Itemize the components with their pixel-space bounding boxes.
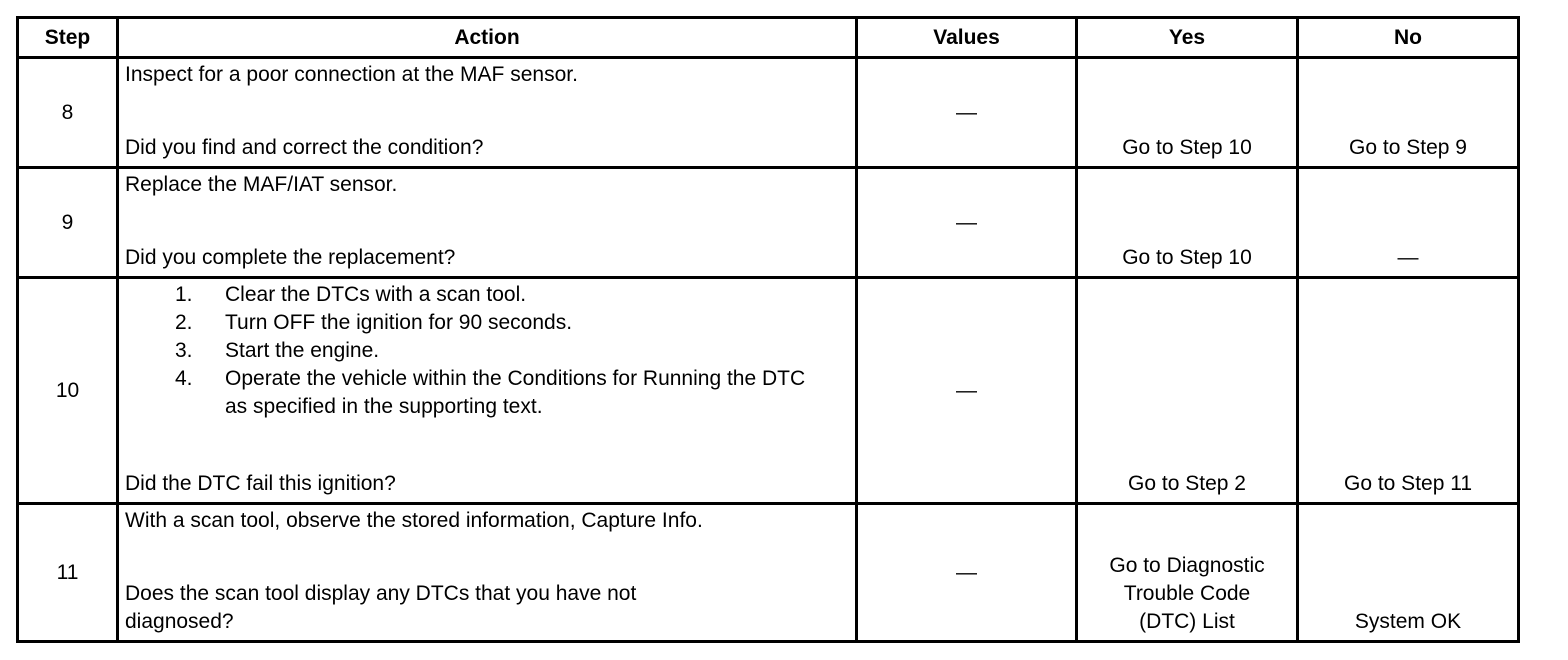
- action-cell: [118, 504, 857, 642]
- action-cell: [118, 168, 857, 278]
- yes-cell: Go to Step 10: [1077, 58, 1298, 168]
- list-item-number: 4.: [175, 367, 193, 390]
- list-item-text: Clear the DTCs with a scan tool.: [225, 283, 527, 306]
- list-item-text: Turn OFF the ignition for 90 seconds.: [225, 311, 573, 334]
- table-row: [18, 278, 1519, 504]
- list-item: [175, 309, 855, 337]
- no-cell: Go to Step 9: [1298, 58, 1519, 168]
- list-item: [175, 281, 855, 309]
- list-item-number: 1.: [175, 283, 193, 306]
- table-row: [18, 58, 1519, 168]
- table-row: [18, 168, 1519, 278]
- list-item-number: 2.: [175, 311, 193, 334]
- yes-cell: Go to Step 10: [1077, 168, 1298, 278]
- header-values: Values: [857, 18, 1077, 58]
- values-cell: —: [857, 58, 1077, 168]
- no-cell: —: [1298, 168, 1519, 278]
- step-number: 11: [18, 504, 118, 642]
- step-number: 9: [18, 168, 118, 278]
- action-question: Did you find and correct the condition?: [125, 136, 484, 159]
- action-instruction: Replace the MAF/IAT sensor.: [125, 173, 398, 196]
- header-step: Step: [18, 18, 118, 58]
- header-no: No: [1298, 18, 1519, 58]
- values-cell: —: [857, 504, 1077, 642]
- table-row: [18, 504, 1519, 642]
- list-item: [175, 365, 855, 421]
- list-item-number: 3.: [175, 339, 193, 362]
- yes-cell: Go to Step 2: [1077, 278, 1298, 504]
- list-item: [175, 337, 855, 365]
- header-action: Action: [118, 18, 857, 58]
- step-number: 8: [18, 58, 118, 168]
- action-step-list: [125, 281, 855, 421]
- list-item-text: Start the engine.: [225, 339, 380, 362]
- no-cell: System OK: [1298, 504, 1519, 642]
- diagnostic-table: [16, 16, 1520, 643]
- step-number: 10: [18, 278, 118, 504]
- action-question: Did you complete the replacement?: [125, 246, 456, 269]
- values-cell: —: [857, 168, 1077, 278]
- yes-cell: Go to Diagnostic Trouble Code (DTC) List: [1077, 504, 1298, 642]
- list-item-text: Operate the vehicle within the Conditions for Running the DTC as specified in the supporting text.: [225, 367, 806, 418]
- no-cell: Go to Step 11: [1298, 278, 1519, 504]
- header-row: [18, 18, 1519, 58]
- action-cell: [118, 278, 857, 504]
- action-instruction: Inspect for a poor connection at the MAF sensor.: [125, 63, 578, 86]
- action-cell: [118, 58, 857, 168]
- action-instruction: With a scan tool, observe the stored information, Capture Info.: [125, 509, 703, 532]
- action-question: Did the DTC fail this ignition?: [125, 472, 396, 495]
- header-yes: Yes: [1077, 18, 1298, 58]
- values-cell: —: [857, 278, 1077, 504]
- action-question: Does the scan tool display any DTCs that you have not diagnosed?: [125, 582, 637, 633]
